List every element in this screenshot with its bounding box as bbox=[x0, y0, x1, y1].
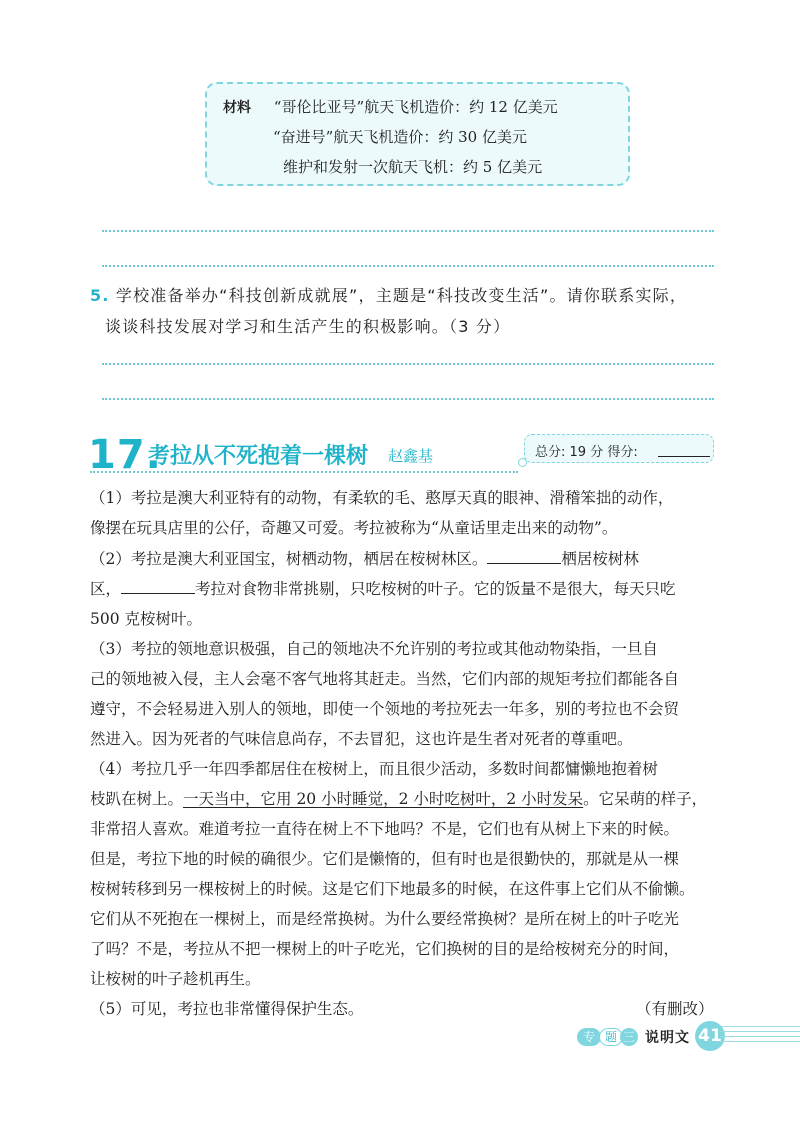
material-label: 材料 bbox=[223, 100, 251, 116]
article-number: 17. bbox=[88, 432, 162, 478]
paragraph-4-line-5: 桉树转移到另一棵桉树上的时候。这是它们下地最多的时候，在这件事上它们从不偷懒。 bbox=[90, 880, 695, 898]
paragraph-2-line-2 bbox=[90, 577, 676, 599]
paragraph-1-line-1: （1）考拉是澳大利亚特有的动物，有柔软的毛、憨厚天真的眼神、滑稽笨拙的动作， bbox=[90, 489, 674, 507]
score-input-line[interactable] bbox=[658, 456, 710, 457]
paragraph-4-line-3: 非常招人喜欢。难道考拉一直待在树上不下地吗？不是，它们也有从树上下来的时候。 bbox=[90, 820, 680, 838]
article-author: 赵鑫基 bbox=[388, 447, 434, 465]
paragraph-4-line-7: 了吗？不是，考拉从不把一棵树上的叶子吃光，它们换树的目的是给桉树充分的时间， bbox=[90, 940, 680, 958]
paragraph-1-line-2: 像摆在玩具店里的公仔，奇趣又可爱。考拉被称为“从童话里走出来的动物”。 bbox=[90, 519, 618, 537]
paragraph-2-text-d: 考拉对食物非常挑剔，只吃桉树的叶子。它的饭量不是很大，每天只吃 bbox=[195, 580, 676, 598]
answer-line[interactable] bbox=[102, 363, 714, 365]
paragraph-5: （5）可见，考拉也非常懂得保护生态。 bbox=[90, 1000, 364, 1018]
question-5-line-1 bbox=[90, 283, 687, 306]
material-line-1 bbox=[223, 96, 558, 117]
paragraph-2-text-c: 区， bbox=[90, 580, 122, 598]
underlined-sentence: 一天当中，它用 20 小时睡觉，2 小时吃树叶，2 小时发呆 bbox=[183, 790, 584, 808]
article-title: 考拉从不死抱着一棵树 bbox=[148, 444, 369, 469]
question-number: 5. bbox=[90, 286, 110, 305]
footer-section-label: 说明文 bbox=[645, 1030, 690, 1046]
paragraph-4-text-c: 。它呆萌的样子， bbox=[583, 790, 708, 808]
paragraph-3-line-3: 遵守，不会轻易进入别人的领地，即使一个领地的考拉死去一年多，别的考拉也不会贸 bbox=[90, 700, 680, 718]
paragraph-2-line-1 bbox=[90, 547, 639, 569]
footer-badge-2: 题 bbox=[599, 1028, 623, 1046]
paragraph-4-line-1: （4）考拉几乎一年四季都居住在桉树上，而且很少活动，多数时间都慵懒地抱着树 bbox=[90, 760, 658, 778]
answer-line[interactable] bbox=[102, 398, 714, 400]
footer-badge-1: 专 bbox=[577, 1028, 601, 1046]
paragraph-4-line-2 bbox=[90, 787, 707, 809]
question-5-line-2: 谈谈科技发展对学习和生活产生的积极影响。（3 分） bbox=[105, 317, 511, 336]
footer-decor-lines bbox=[720, 1026, 800, 1046]
edit-note: （有删改） bbox=[636, 1000, 714, 1018]
heading-rule bbox=[90, 471, 518, 473]
paragraph-4-line-8: 让桉树的叶子趁机再生。 bbox=[90, 970, 261, 988]
answer-line[interactable] bbox=[102, 230, 714, 232]
material-line-3: 维护和发射一次航天飞机：约 5 亿美元 bbox=[283, 158, 543, 176]
score-box-dot bbox=[518, 458, 527, 467]
material-line-2: “奋进号”航天飞机造价：约 30 亿美元 bbox=[273, 128, 527, 146]
paragraph-3-line-4: 然进入。因为死者的气味信息尚存，不去冒犯，这也许是生者对死者的尊重吧。 bbox=[90, 730, 633, 748]
score-label: 总分: 19 分 得分: bbox=[535, 445, 638, 460]
paragraph-2-line-3: 500 克桉树叶。 bbox=[90, 610, 203, 628]
paragraph-2-text-a: （2）考拉是澳大利亚国宝，树栖动物，栖居在桉树林区。 bbox=[90, 550, 488, 568]
paragraph-2-text-b: 栖居桉树林 bbox=[561, 550, 639, 568]
paragraph-3-line-1: （3）考拉的领地意识极强，自己的领地决不允许别的考拉或其他动物染指，一旦自 bbox=[90, 640, 658, 658]
paragraph-4-line-6: 它们从不死抱在一棵树上，而是经常换树。为什么要经常换树？是所在树上的叶子吃光 bbox=[90, 910, 680, 928]
answer-line[interactable] bbox=[102, 265, 714, 267]
question-5-text-1: 学校准备举办“科技创新成就展”，主题是“科技改变生活”。请你联系实际， bbox=[115, 286, 688, 305]
footer-badge-3: 三 bbox=[620, 1028, 638, 1046]
fill-blank-2[interactable] bbox=[121, 579, 195, 594]
material-text-1: “哥伦比亚号”航天飞机造价：约 12 亿美元 bbox=[273, 98, 558, 116]
paragraph-4-line-4: 但是，考拉下地的时候的确很少。它们是懒惰的，但有时也是很勤快的，那就是从一棵 bbox=[90, 850, 680, 868]
page-number: 41 bbox=[695, 1021, 725, 1051]
paragraph-3-line-2: 己的领地被入侵，主人会毫不客气地将其赶走。当然，它们内部的规矩考拉们都能各自 bbox=[90, 670, 680, 688]
paragraph-4-text-a: 枝趴在树上。 bbox=[90, 790, 184, 808]
fill-blank-1[interactable] bbox=[487, 549, 561, 564]
